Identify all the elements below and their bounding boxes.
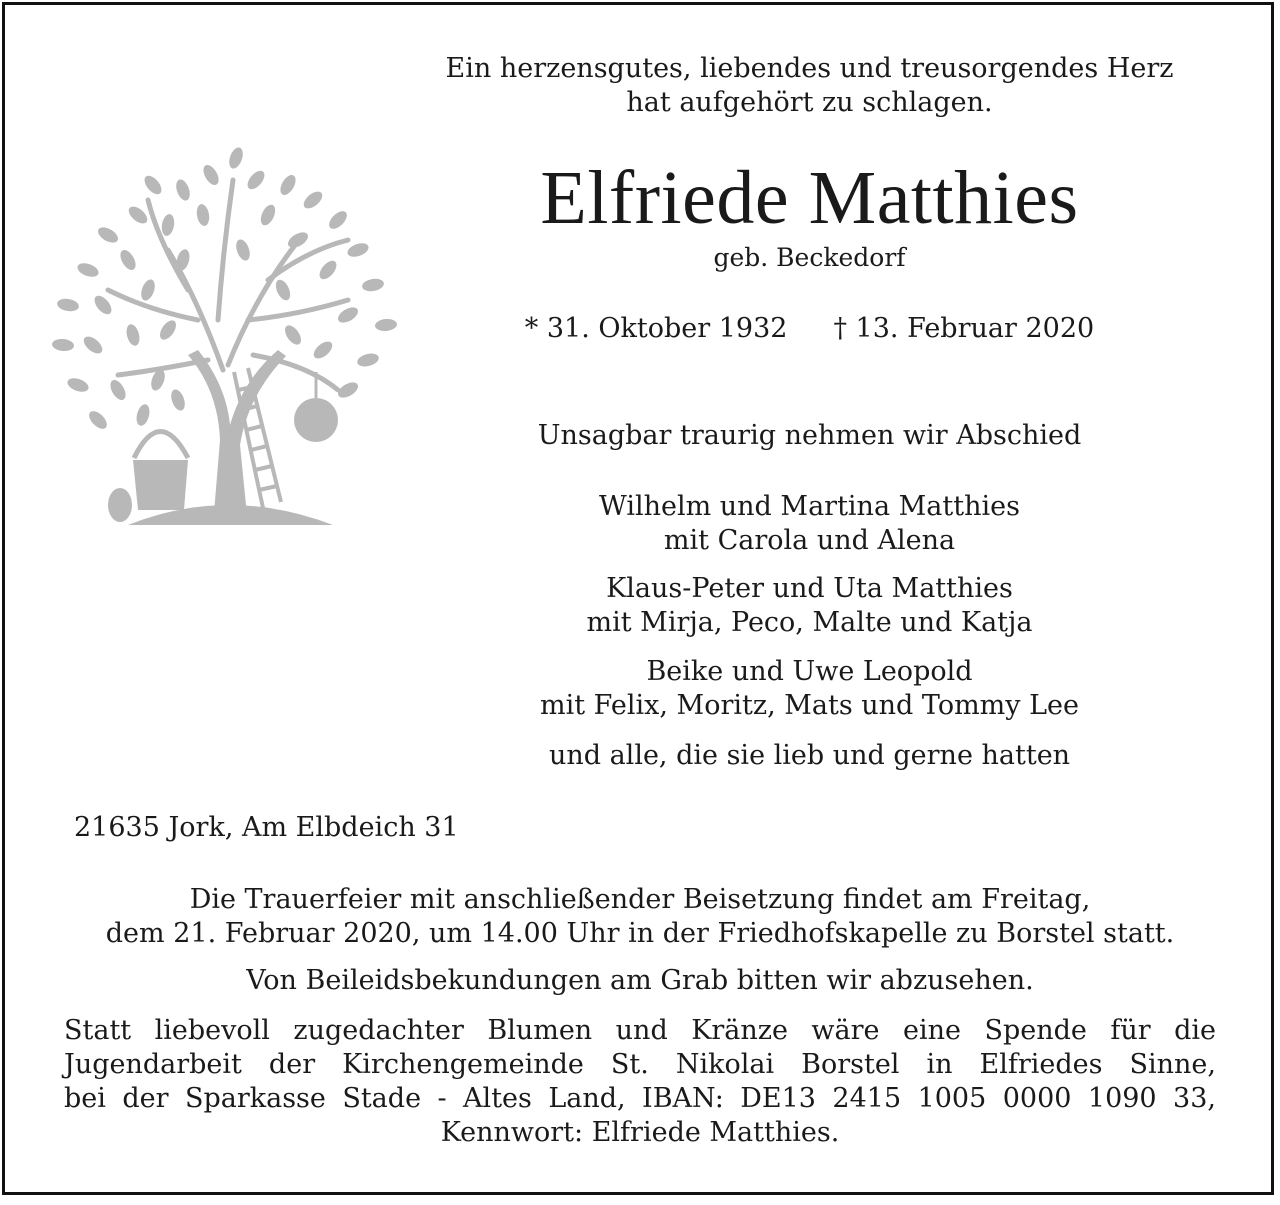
family-line: mit Mirja, Peco, Malte und Katja bbox=[586, 607, 1033, 638]
family-line: mit Carola und Alena bbox=[663, 525, 956, 556]
family-line: Wilhelm und Martina Matthies bbox=[599, 491, 1020, 522]
intro-text bbox=[412, 52, 1207, 120]
donation-line: Jugendarbeit der Kirchengemeinde St. Nikolai Borstel in Elfriedes Sinne, bbox=[64, 1049, 1216, 1080]
life-dates bbox=[412, 312, 1207, 346]
service-info bbox=[40, 883, 1240, 951]
family-group bbox=[412, 655, 1207, 723]
family-line: Beike und Uwe Leopold bbox=[646, 656, 973, 687]
address: 21635 Jork, Am Elbdeich 31 bbox=[74, 812, 459, 843]
maiden-name: geb. Beckedorf bbox=[713, 243, 906, 272]
farewell-text: Unsagbar traurig nehmen wir Abschied bbox=[537, 420, 1082, 451]
intro-line: Ein herzensgutes, liebendes und treusorgendes Herz bbox=[445, 53, 1174, 84]
family-group bbox=[412, 572, 1207, 640]
family-group bbox=[412, 490, 1207, 558]
intro-line: hat aufgehört zu schlagen. bbox=[626, 87, 993, 118]
birth-date: * 31. Oktober 1932 bbox=[524, 313, 788, 344]
donation-line: bei der Sparkasse Stade - Altes Land, IBAN: DE13 2415 1005 0000 1090 33, bbox=[64, 1083, 1216, 1114]
family-line: mit Felix, Moritz, Mats und Tommy Lee bbox=[539, 690, 1080, 721]
service-line: dem 21. Februar 2020, um 14.00 Uhr in der Friedhofskapelle zu Borstel statt. bbox=[105, 918, 1175, 949]
service-line: Die Trauerfeier mit anschließender Beisetzung findet am Freitag, bbox=[189, 884, 1091, 915]
donation-info bbox=[64, 1014, 1216, 1150]
closing-line: und alle, die sie lieb und gerne hatten bbox=[548, 740, 1071, 771]
donation-line: Statt liebevoll zugedachter Blumen und Kränze wäre eine Spende für die bbox=[64, 1015, 1216, 1046]
condolence-note: Von Beileidsbekundungen am Grab bitten wir abzusehen. bbox=[246, 965, 1034, 996]
death-date: † 13. Februar 2020 bbox=[833, 313, 1095, 344]
deceased-name: Elfriede Matthies bbox=[540, 156, 1079, 240]
donation-line: Kennwort: Elfriede Matthies. bbox=[440, 1117, 840, 1148]
tree-with-ladder-and-basket-icon bbox=[48, 140, 398, 530]
family-line: Klaus-Peter und Uta Matthies bbox=[606, 573, 1013, 604]
